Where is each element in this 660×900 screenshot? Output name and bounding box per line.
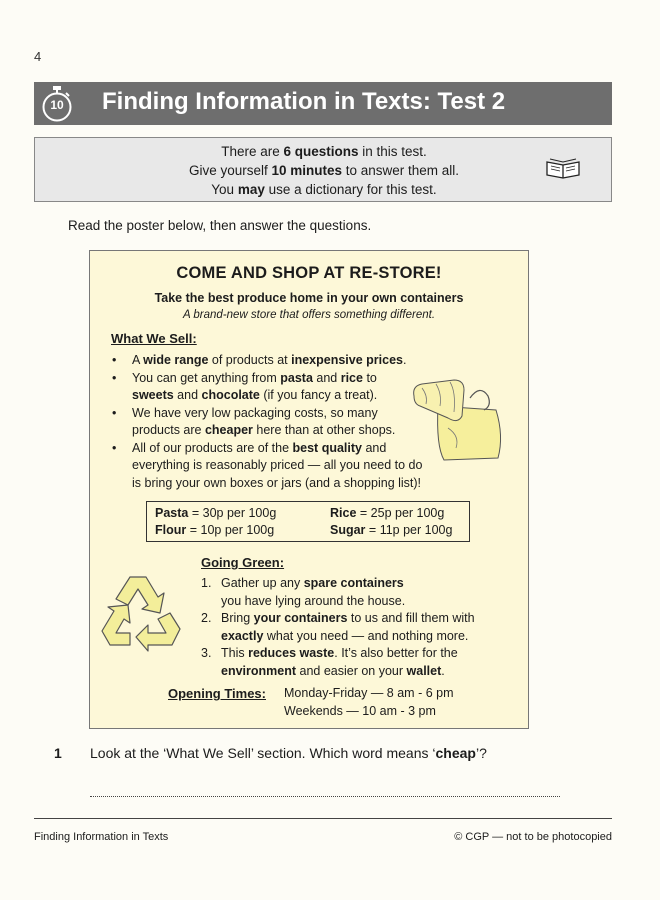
price-value: = 25p per 100g — [359, 506, 445, 520]
going-green-list — [201, 575, 519, 680]
title-bar — [34, 82, 612, 125]
list-item — [201, 645, 519, 680]
stopwatch-icon — [40, 86, 74, 122]
list-item: • All of our products are of the best quality and everything is reasonably priced — all you need to do is bring your own boxes or jars (and a shopping list)! — [112, 440, 452, 493]
dictionary-book-icon — [545, 156, 581, 180]
step-number: 3. — [201, 646, 212, 660]
list-item: • A wide range of products at inexpensive prices. — [112, 352, 452, 370]
price-item: Sugar — [330, 523, 366, 537]
opening-times-heading: Opening Times: — [168, 686, 266, 701]
price-table — [146, 501, 470, 542]
step-text: Gather up any spare containers you have lying around the house. — [221, 576, 406, 608]
price-item: Rice — [330, 506, 357, 520]
info-line-dictionary: You may use a dictionary for this test. — [211, 182, 437, 197]
price-item: Pasta — [155, 506, 189, 520]
poster — [89, 250, 529, 729]
opening-weekday: Monday-Friday — 8 am - 6 pm — [284, 686, 454, 700]
info-line-questions: There are 6 questions in this test. — [221, 144, 427, 159]
answer-line[interactable] — [90, 796, 560, 797]
footer-copyright: © CGP — not to be photocopied — [454, 831, 612, 843]
shopping-bag-icon — [408, 376, 508, 464]
price-value: = 30p per 100g — [191, 506, 277, 520]
list-item: • We have very low packaging costs, so many products are cheaper here than at other shops. — [112, 405, 452, 440]
list-item — [201, 575, 519, 610]
poster-subtitle: Take the best produce home in your own containers — [154, 291, 464, 305]
question-number: 1 — [54, 745, 62, 761]
page-number: 4 — [34, 49, 42, 64]
step-number: 1. — [201, 576, 212, 590]
page-title: Finding Information in Texts: Test 2 — [102, 88, 506, 115]
footer-divider — [34, 818, 612, 819]
what-we-sell-list — [112, 352, 452, 492]
info-line-time: Give yourself 10 minutes to answer them all. — [188, 163, 460, 178]
instruction-text: Read the poster below, then answer the questions. — [68, 218, 372, 233]
opening-weekend: Weekends — 10 am - 3 pm — [284, 704, 436, 718]
list-item: • You can get anything from pasta and rice to sweets and chocolate (if you fancy a treat). — [112, 370, 452, 405]
timer-minutes: 10 — [50, 98, 64, 112]
recycle-icon — [96, 569, 188, 655]
footer-section-name: Finding Information in Texts — [34, 831, 169, 843]
step-text: This reduces waste. It’s also better for the environment and easier on your wallet. — [221, 646, 458, 678]
what-we-sell-heading: What We Sell: — [111, 331, 197, 346]
list-item — [201, 610, 519, 645]
step-number: 2. — [201, 611, 212, 625]
question-text: Look at the ‘What We Sell’ section. Which word means ‘cheap’? — [90, 745, 487, 761]
step-text: Bring your containers to us and fill them with exactly what you need — and nothing more. — [221, 611, 475, 643]
poster-tagline: A brand-new store that offers something different. — [182, 309, 436, 321]
price-value: = 11p per 100g — [368, 523, 453, 537]
poster-title: COME AND SHOP AT RE-STORE! — [176, 264, 442, 282]
going-green-heading: Going Green: — [201, 555, 285, 570]
price-value: = 10p per 100g — [189, 523, 275, 537]
info-box — [34, 137, 612, 202]
price-item: Flour — [155, 523, 187, 537]
